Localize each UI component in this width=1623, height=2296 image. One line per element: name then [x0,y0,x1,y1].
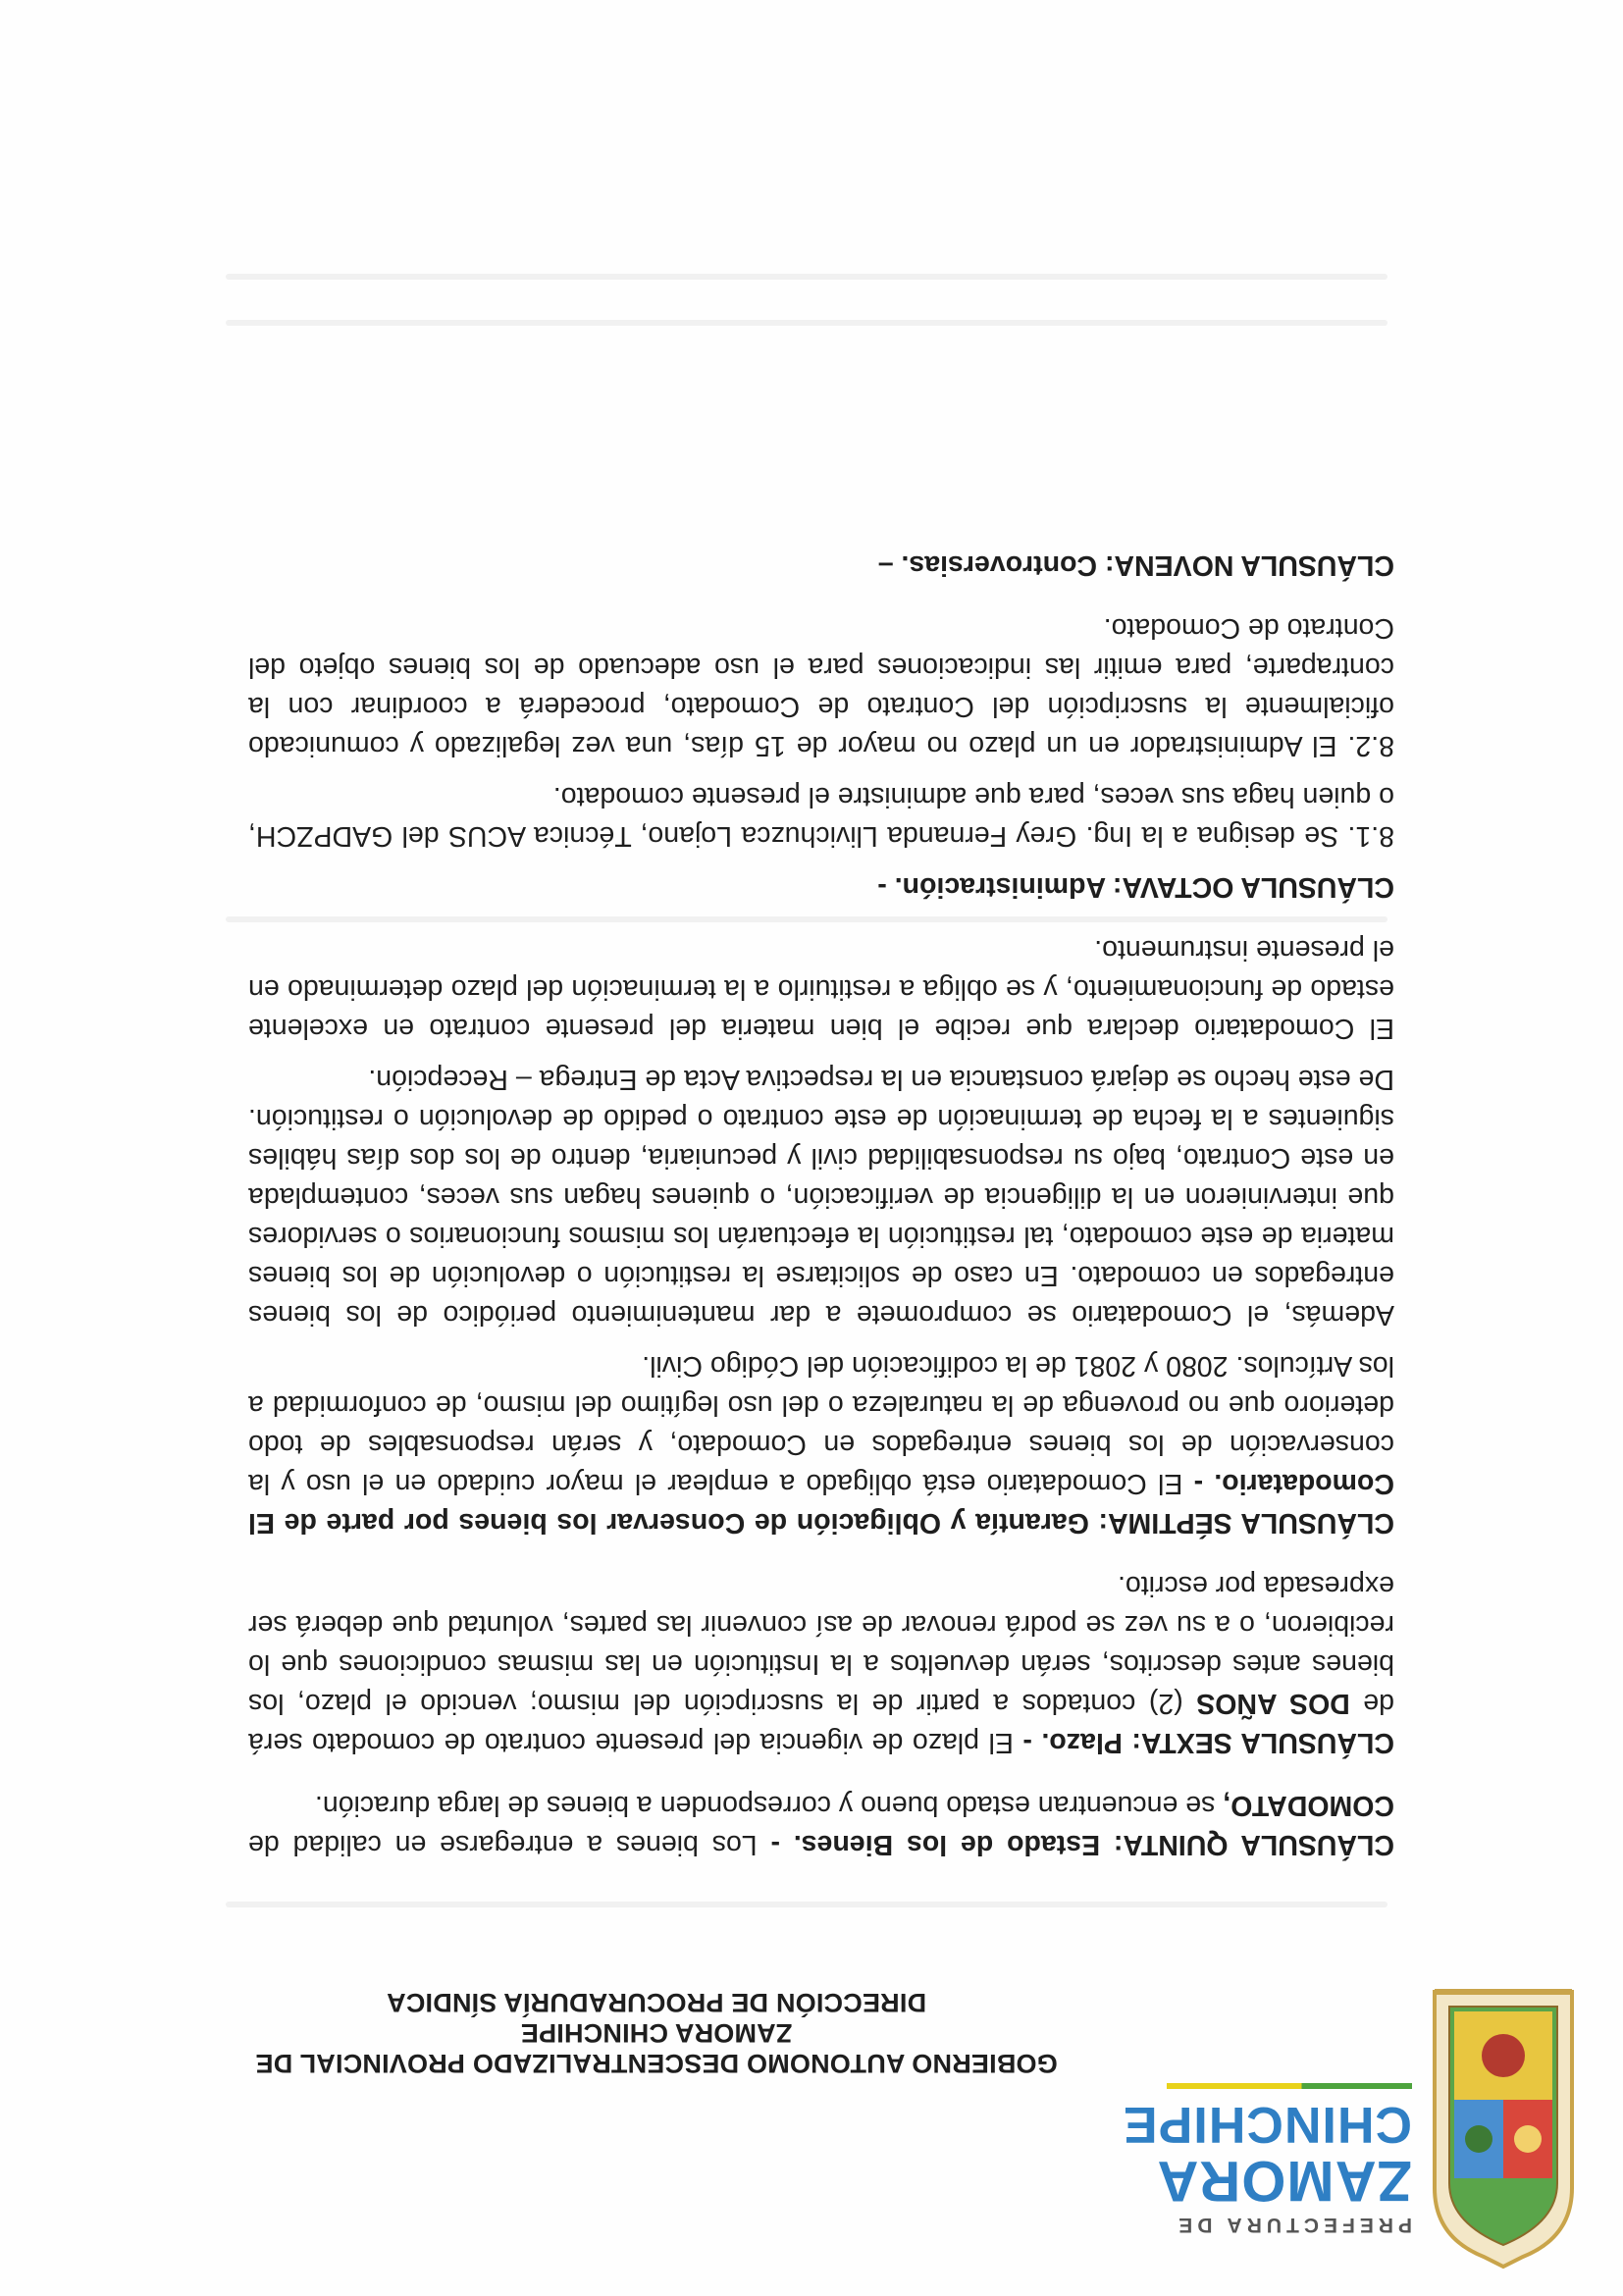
clause-octava-item-2: 8.2. El Administrador en un plazo no mayor de 15 días, una vez legalizado y comunicado oficialmente la suscripción del Contrato de Comodato, procederá a coordinar con la contraparte, para emitir las indicaciones para el uso adecuado de los bienes objeto del Contrato de Comodato. [248,612,1394,761]
header-line-1: GOBIERNO AUTONOMO DESCENTRALIZADO PROVINCIAL DE [255,2049,1058,2078]
clause-sexta-text-b: (2) contados a partir de la suscripción del mismo; vencido el plazo, los bienes antes descritos, serán devueltos a la Institución en las mismas condiciones que lo recibieron, o a su vez se podrá renovar de así convenir las partes, voluntad que deberá ser expresada por escrito. [248,1570,1394,1719]
clause-novena [248,546,1394,585]
brand-color-bar [1167,2083,1412,2089]
clause-novena-title: CLÁUSULA NOVENA: Controversias. – [877,549,1394,581]
clause-septima-paragraph-2: Además, el Comodatario se compromete a dar mantenimiento periódico de los bienes entregados en comodato. En caso de solicitarse la restitución o devolución de los bienes materia de este comodato, tal restitución la efectuarán los mismos funcionarios o servidores que intervinieron en la diligencia de verificación, o quienes hagan sus veces, contemplada en este Contrato, bajo su responsabilidad civil y pecuniaria, dentro de los dos días hábiles siguientes a la fecha de terminación de este contrato o pedido de devolución o restitución. De este hecho se dejará constancia en la respectiva Acta de Entrega – Recepción. [248,1064,1394,1331]
clause-octava-item-1: 8.1. Se designa a la Ing. Grey Fernanda Llivichuzca Lojano, Técnica ACUS del GADPZCH, o quien haga sus veces, para que administre el presente comodato. [248,781,1394,852]
header-line-3: DIRECCIÓN DE PROCURADURÍA SÍNDICA [386,1988,927,2017]
scan-artifact [226,320,1387,326]
clause-septima-paragraph-3: El Comodatario declara que recibe el bien materia del presente contrato en excelente estado de funcionamiento, y se obliga a restituirlo a la terminación del plazo determinado en el presente instrumento. [248,934,1394,1044]
clause-quinta-text-b: se encuentran estado bueno y corresponden a bienes de larga duración. [314,1790,1224,1821]
clause-septima [248,1346,1394,1542]
header-line-2: ZAMORA CHINCHIPE [520,2018,793,2048]
clause-quinta-text-a: Los bienes a entregarse en calidad de [248,1829,771,1860]
document-body [248,522,1394,1864]
clause-sexta [248,1566,1394,1762]
clause-quinta-bold: COMODATO, [1223,1790,1394,1821]
institution-header [239,1987,1073,2078]
clause-septima-text: El Comodatario está obligado a emplear el mayor cuidado en el uso y la conservación de los bienes entregados en Comodato, y serán responsables de todo deterioro que no provenga de la naturaleza o del uso legítimo del mismo, de conformidad a los Artículos. 2080 y 2081 de la codificación del Código Civil. [248,1350,1394,1499]
clause-quinta [248,1786,1394,1864]
clause-sexta-title: CLÁUSULA SEXTA: Plazo. - [1022,1727,1394,1758]
scan-artifact [226,1902,1387,1907]
clause-sexta-text-a: El plazo de vigencia del presente contrato de comodato será de [248,1688,1394,1758]
clause-octava [248,867,1394,907]
brand-wordmark [1123,2083,1412,2235]
clause-octava-title: CLÁUSULA OCTAVA: Administración. - [877,871,1394,903]
clause-quinta-title: CLÁUSULA QUINTA: Estado de los Bienes. - [770,1829,1394,1860]
brand-line-1: ZAMORA [1156,2149,1412,2213]
brand-prefix: PREFECTURA DE [1174,2214,1412,2236]
clause-sexta-bold: DOS AÑOS [1196,1688,1350,1719]
brand-line-2: CHINCHIPE [1122,2096,1412,2153]
clause-septima-title: CLÁUSULA SÉPTIMA: Garantía y Obligación de Conservar los bienes por parte de El Comodatario. - [248,1468,1394,1539]
scan-artifact [226,274,1387,280]
